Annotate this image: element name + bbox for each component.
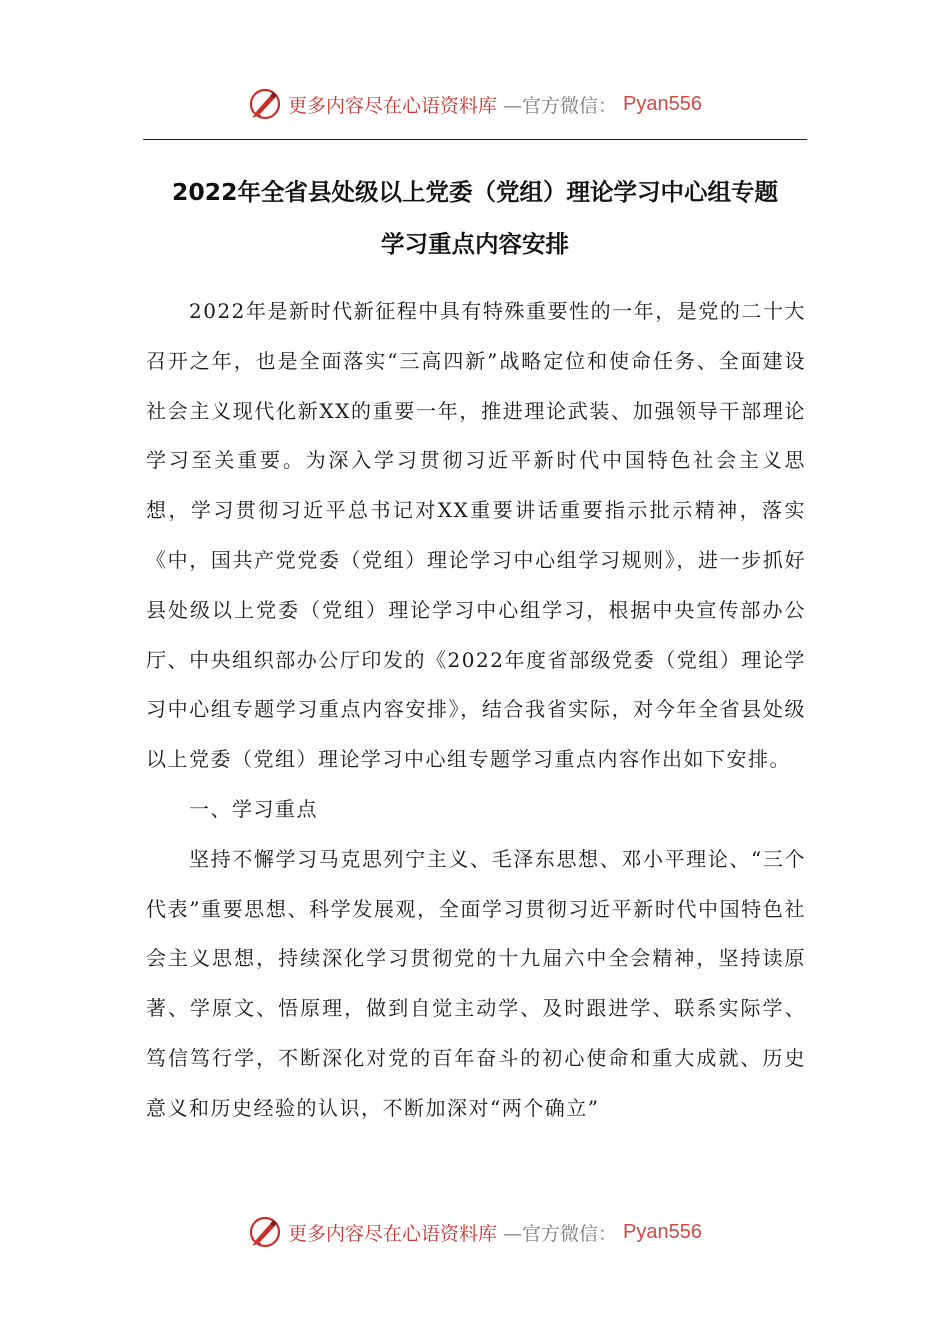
banner-contact-label: —官方微信： (503, 1222, 618, 1245)
pen-logo-icon (248, 1215, 282, 1249)
banner-contact-label: —官方微信： (503, 94, 618, 117)
banner-site-text: 更多内容尽在心语资料库 (288, 1222, 498, 1245)
footer-banner (0, 1212, 950, 1252)
banner-site-text: 更多内容尽在心语资料库 (288, 94, 498, 117)
document-body (146, 287, 806, 1134)
pen-logo-icon (248, 87, 282, 121)
body-paragraph-study-focus: 坚持不懈学习马克思列宁主义、毛泽东思想、邓小平理论、“三个代表”重要思想、科学发展观，全面学习贯彻习近平新时代中国特色社会主义思想，持续深化学习贯彻党的十九届六中全会精神，坚持读原著、学原文、悟原理，做到自觉主动学、及时跟进学、联系实际学、笃信笃行学，不断深化对党的百年奋斗的初心使命和重大成就、历史意义和历史经验的认识，不断加深对“两个确立” (146, 846, 806, 1120)
banner-wechat-id: Pyan556 (623, 92, 702, 115)
header-banner (0, 84, 950, 124)
banner-wechat-id: Pyan556 (623, 1220, 702, 1243)
header-divider (143, 139, 807, 140)
document-title-line2: 学习重点内容安排 (381, 230, 569, 258)
section-heading: 一、学习重点 (189, 796, 318, 821)
document-title-line1: 2022年全省县处级以上党委（党组）理论学习中心组专题 (172, 178, 778, 206)
body-paragraph-intro: 2022年是新时代新征程中具有特殊重要性的一年，是党的二十大召开之年，也是全面落实“三高四新”战略定位和使命任务、全面建设社会主义现代化新XX的重要一年，推进理论武装、加强领导干部理论学习至关重要。为深入学习贯彻习近平新时代中国特色社会主义思想，学习贯彻习近平总书记对XX重要讲话重要指示批示精神，落实《中，国共产党党委（党组）理论学习中心组学习规则》，进一步抓好县处级以上党委（党组）理论学习中心组学习，根据中央宣传部办公厅、中央组织部办公厅印发的《2022年度省部级党委（党组）理论学习中心组专题学习重点内容安排》，结合我省实际，对今年全省县处级以上党委（党组）理论学习中心组专题学习重点内容作出如下安排。 (146, 299, 806, 772)
